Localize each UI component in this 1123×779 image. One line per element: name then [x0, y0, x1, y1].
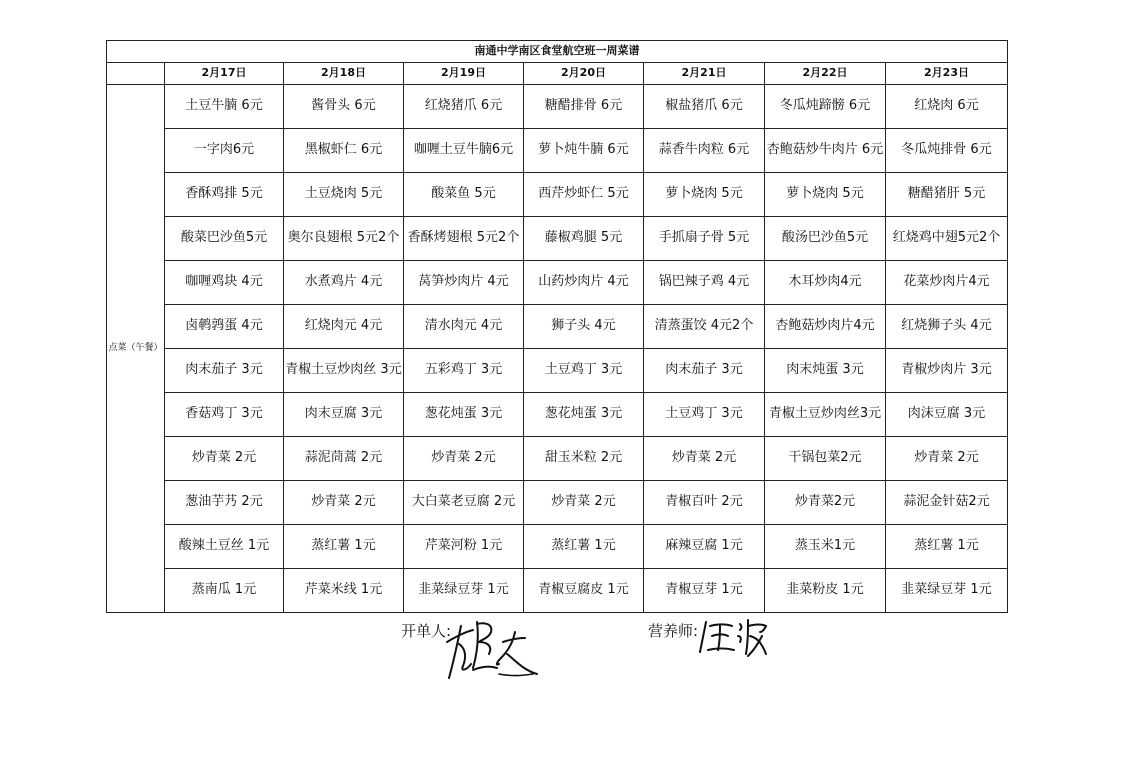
dish-cell: 卤鹌鹑蛋 4元: [165, 305, 284, 349]
dish-cell: 西芹炒虾仁 5元: [524, 173, 644, 217]
dish-cell: 萝卜烧肉 5元: [765, 173, 886, 217]
dish-cell: 土豆鸡丁 3元: [524, 349, 644, 393]
dish-cell: 炒青菜 2元: [284, 481, 404, 525]
nutritionist-signature-image: [696, 614, 772, 658]
weekly-menu-table: [106, 40, 1008, 613]
dish-cell: 炒青菜 2元: [165, 437, 284, 481]
dish-cell: 韭菜粉皮 1元: [765, 569, 886, 613]
dish-row: [107, 85, 1008, 129]
dish-cell: 炒青菜 2元: [404, 437, 524, 481]
dish-cell: 青椒百叶 2元: [644, 481, 765, 525]
dish-cell: 萝卜炖牛腩 6元: [524, 129, 644, 173]
dish-cell: 蒸南瓜 1元: [165, 569, 284, 613]
date-header-row: [107, 63, 1008, 85]
dish-row: [107, 569, 1008, 613]
dish-cell: 肉末豆腐 3元: [284, 393, 404, 437]
date-header: 2月21日: [644, 63, 765, 85]
nutritionist-label: 营养师:: [648, 622, 699, 640]
dish-cell: 杏鲍菇炒肉片4元: [765, 305, 886, 349]
dish-cell: 木耳炒肉4元: [765, 261, 886, 305]
dish-cell: 清水肉元 4元: [404, 305, 524, 349]
dish-cell: 大白菜老豆腐 2元: [404, 481, 524, 525]
dish-cell: 麻辣豆腐 1元: [644, 525, 765, 569]
dish-cell: 蒸玉米1元: [765, 525, 886, 569]
dish-cell: 酱骨头 6元: [284, 85, 404, 129]
dish-row: [107, 129, 1008, 173]
dish-cell: 黑椒虾仁 6元: [284, 129, 404, 173]
meal-type-label: 点菜（午餐）: [107, 85, 165, 613]
dish-cell: 糖醋排骨 6元: [524, 85, 644, 129]
dish-cell: 芹菜河粉 1元: [404, 525, 524, 569]
dish-cell: 杏鲍菇炒牛肉片 6元: [765, 129, 886, 173]
dish-cell: 蒸红薯 1元: [524, 525, 644, 569]
dish-cell: 青椒豆腐皮 1元: [524, 569, 644, 613]
dish-cell: 奥尔良翅根 5元2个: [284, 217, 404, 261]
dish-cell: 土豆烧肉 5元: [284, 173, 404, 217]
dish-cell: 藤椒鸡腿 5元: [524, 217, 644, 261]
date-header: 2月20日: [524, 63, 644, 85]
dish-cell: 酸菜巴沙鱼5元: [165, 217, 284, 261]
corner-cell: [107, 63, 165, 85]
dish-cell: 青椒豆芽 1元: [644, 569, 765, 613]
dish-cell: 青椒土豆炒肉丝 3元: [284, 349, 404, 393]
dish-cell: 肉沫豆腐 3元: [886, 393, 1008, 437]
dish-cell: 山药炒肉片 4元: [524, 261, 644, 305]
dish-cell: 酸菜鱼 5元: [404, 173, 524, 217]
dish-row: [107, 217, 1008, 261]
dish-row: [107, 437, 1008, 481]
date-header: 2月19日: [404, 63, 524, 85]
dish-cell: 椒盐猪爪 6元: [644, 85, 765, 129]
dish-cell: 葱油芋艿 2元: [165, 481, 284, 525]
dish-cell: 肉末茄子 3元: [165, 349, 284, 393]
dish-cell: 咖喱鸡块 4元: [165, 261, 284, 305]
dish-cell: 肉末炖蛋 3元: [765, 349, 886, 393]
dish-row: [107, 261, 1008, 305]
dish-cell: 手抓扇子骨 5元: [644, 217, 765, 261]
dish-cell: 土豆鸡丁 3元: [644, 393, 765, 437]
dish-cell: 清蒸蛋饺 4元2个: [644, 305, 765, 349]
dish-row: [107, 481, 1008, 525]
dish-cell: 一字肉6元: [165, 129, 284, 173]
dish-cell: 芹菜米线 1元: [284, 569, 404, 613]
dish-cell: 炒青菜 2元: [644, 437, 765, 481]
dish-cell: 葱花炖蛋 3元: [404, 393, 524, 437]
dish-cell: 香菇鸡丁 3元: [165, 393, 284, 437]
dish-cell: 青椒土豆炒肉丝3元: [765, 393, 886, 437]
dish-cell: 红烧肉 6元: [886, 85, 1008, 129]
date-header: 2月18日: [284, 63, 404, 85]
dish-cell: 红烧猪爪 6元: [404, 85, 524, 129]
dish-cell: 五彩鸡丁 3元: [404, 349, 524, 393]
dish-cell: 韭菜绿豆芽 1元: [886, 569, 1008, 613]
dish-row: [107, 525, 1008, 569]
dish-cell: 土豆牛腩 6元: [165, 85, 284, 129]
dish-cell: 糖醋猪肝 5元: [886, 173, 1008, 217]
dish-cell: 炒青菜 2元: [524, 481, 644, 525]
dish-cell: 狮子头 4元: [524, 305, 644, 349]
dish-cell: 冬瓜炖排骨 6元: [886, 129, 1008, 173]
title-row: [107, 41, 1008, 63]
dish-cell: 香酥烤翅根 5元2个: [404, 217, 524, 261]
dish-cell: 蒜泥茼蒿 2元: [284, 437, 404, 481]
dish-cell: 蒸红薯 1元: [886, 525, 1008, 569]
dish-cell: 冬瓜炖蹄髈 6元: [765, 85, 886, 129]
dish-cell: 炒青菜2元: [765, 481, 886, 525]
dish-cell: 咖喱土豆牛腩6元: [404, 129, 524, 173]
issuer-signature-image: [443, 612, 543, 688]
issuer-label: 开单人:: [401, 622, 452, 640]
dish-cell: 红烧鸡中翅5元2个: [886, 217, 1008, 261]
date-header: 2月17日: [165, 63, 284, 85]
dish-row: [107, 173, 1008, 217]
dish-cell: 酸辣土豆丝 1元: [165, 525, 284, 569]
date-header: 2月22日: [765, 63, 886, 85]
dish-cell: 萝卜烧肉 5元: [644, 173, 765, 217]
dish-cell: 红烧狮子头 4元: [886, 305, 1008, 349]
dish-cell: 青椒炒肉片 3元: [886, 349, 1008, 393]
dish-cell: 炒青菜 2元: [886, 437, 1008, 481]
dish-row: [107, 349, 1008, 393]
dish-cell: 甜玉米粒 2元: [524, 437, 644, 481]
dish-cell: 葱花炖蛋 3元: [524, 393, 644, 437]
dish-cell: 干锅包菜2元: [765, 437, 886, 481]
dish-cell: 莴笋炒肉片 4元: [404, 261, 524, 305]
dish-row: [107, 393, 1008, 437]
dish-cell: 水煮鸡片 4元: [284, 261, 404, 305]
dish-cell: 韭菜绿豆芽 1元: [404, 569, 524, 613]
dish-cell: 花菜炒肉片4元: [886, 261, 1008, 305]
dish-cell: 肉末茄子 3元: [644, 349, 765, 393]
menu-title: 南通中学南区食堂航空班一周菜谱: [107, 41, 1008, 63]
dish-cell: 酸汤巴沙鱼5元: [765, 217, 886, 261]
date-header: 2月23日: [886, 63, 1008, 85]
dish-row: [107, 305, 1008, 349]
dish-cell: 蒸红薯 1元: [284, 525, 404, 569]
dish-cell: 红烧肉元 4元: [284, 305, 404, 349]
dish-cell: 香酥鸡排 5元: [165, 173, 284, 217]
dish-cell: 蒜香牛肉粒 6元: [644, 129, 765, 173]
dish-cell: 锅巴辣子鸡 4元: [644, 261, 765, 305]
dish-cell: 蒜泥金针菇2元: [886, 481, 1008, 525]
